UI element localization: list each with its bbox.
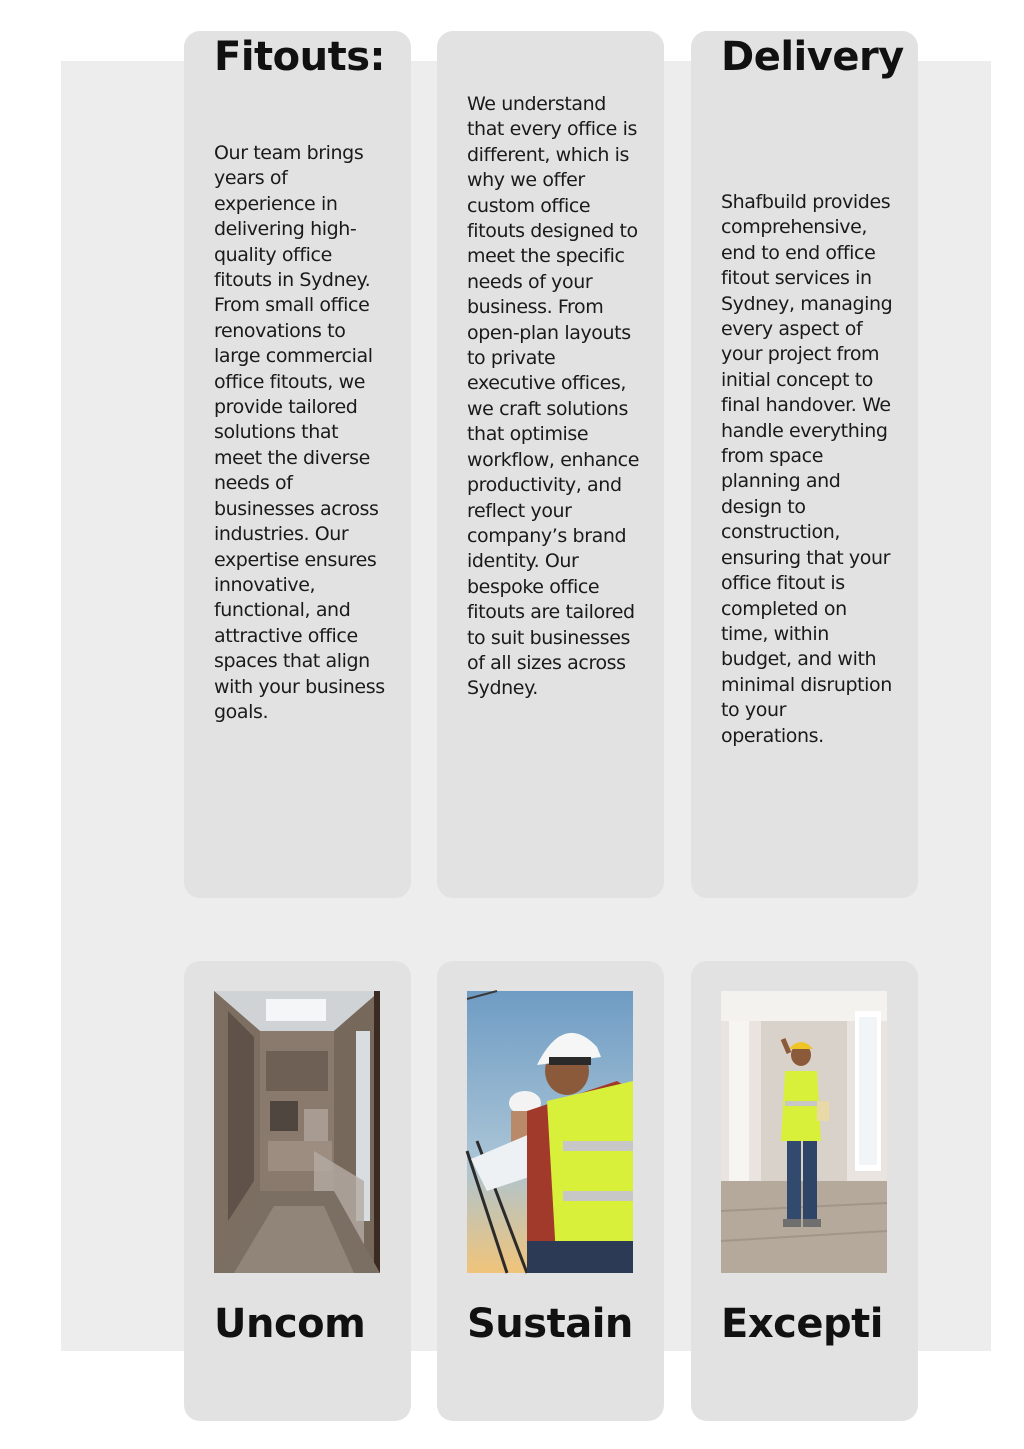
marble-kitchen-interior-photo [214,991,380,1273]
card-heading: Uncom [214,1301,366,1347]
card-description: Our team brings years of experience in delivering high-quality office fitouts in Sydney. From small office renovations to large commercial office fitouts, we provide tailored solutions that meet the diverse needs of businesses across industries. Our expertise ensures innovative, functional, and attractive office spaces that align with your business goals. [214,142,385,723]
construction-workers-reviewing-plans-photo [467,991,633,1273]
card-heading: Sustain [467,1301,633,1347]
page-viewport [61,34,991,1351]
service-card-fitouts [184,31,411,898]
inspector-in-empty-room-photo [721,991,887,1273]
service-card-delivery [691,31,918,898]
card-description: We understand that every office is different, which is why we offer custom office fitouts designed to meet the specific needs of your business. From open-plan layouts to private executive offices, we craft solutions that optimise workflow, enhance productivity, and reflect your company’s brand identity. Our bespoke office fitouts are tailored to suit businesses of all sizes across Sydney. [467,93,639,700]
feature-card-sustainable [437,961,664,1421]
card-description: Shafbuild provides comprehensive, end to end office fitout services in Sydney, managing every aspect of your project from initial concept to final handover. We handle everything from space planning and design to construction, ensuring that your office fitout is completed on time, within budget, and with minimal disruption to your operations. [721,191,893,747]
card-heading: Delivery [721,34,904,80]
service-card-custom-fitouts [437,31,664,898]
feature-card-exceptional [691,961,918,1421]
card-heading: Fitouts: [214,34,386,80]
card-heading: Excepti [721,1301,883,1347]
feature-card-uncompromising [184,961,411,1421]
